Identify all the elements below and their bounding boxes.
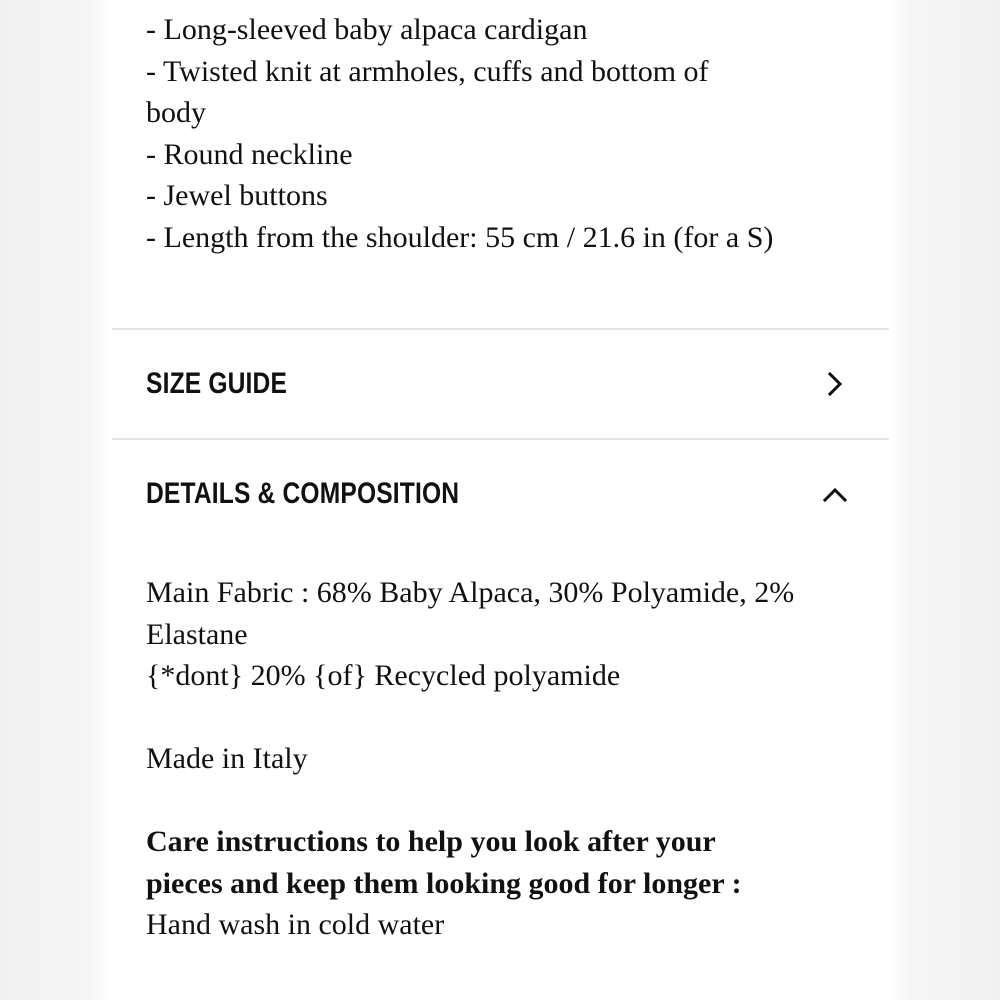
recycled-content-line: {*dont} 20% {of} Recycled polyamide — [146, 659, 621, 692]
spacer — [146, 697, 866, 739]
care-instructions-heading: pieces and keep them looking good for longer : — [146, 866, 742, 900]
description-line: - Twisted knit at armholes, cuffs and bottom of — [146, 54, 709, 88]
size-guide-accordion[interactable] — [112, 330, 889, 438]
description-line: - Jewel buttons — [146, 179, 328, 212]
product-description — [146, 9, 866, 258]
fabric-composition-line: Elastane — [146, 617, 248, 651]
care-instructions-heading: Care instructions to help you look after your — [146, 825, 716, 858]
spacer — [146, 780, 866, 822]
details-composition-accordion[interactable] — [112, 440, 889, 548]
description-line: - Round neckline — [146, 137, 353, 171]
description-line: body — [146, 96, 206, 129]
fabric-composition-line: Main Fabric : 68% Baby Alpaca, 30% Polyamide, 2% — [146, 576, 795, 609]
details-composition-title: DETAILS & COMPOSITION — [146, 477, 460, 510]
chevron-up-icon — [820, 480, 850, 510]
product-info-panel — [112, 0, 889, 1000]
country-of-origin: Made in Italy — [146, 742, 308, 775]
details-composition-content — [146, 572, 866, 946]
chevron-right-icon — [820, 369, 850, 399]
description-line: - Long-sleeved baby alpaca cardigan — [146, 13, 588, 46]
care-instructions-text: Hand wash in cold water — [146, 908, 445, 941]
description-line: - Length from the shoulder: 55 cm / 21.6 in (for a S) — [146, 220, 774, 254]
size-guide-title: SIZE GUIDE — [146, 367, 288, 400]
